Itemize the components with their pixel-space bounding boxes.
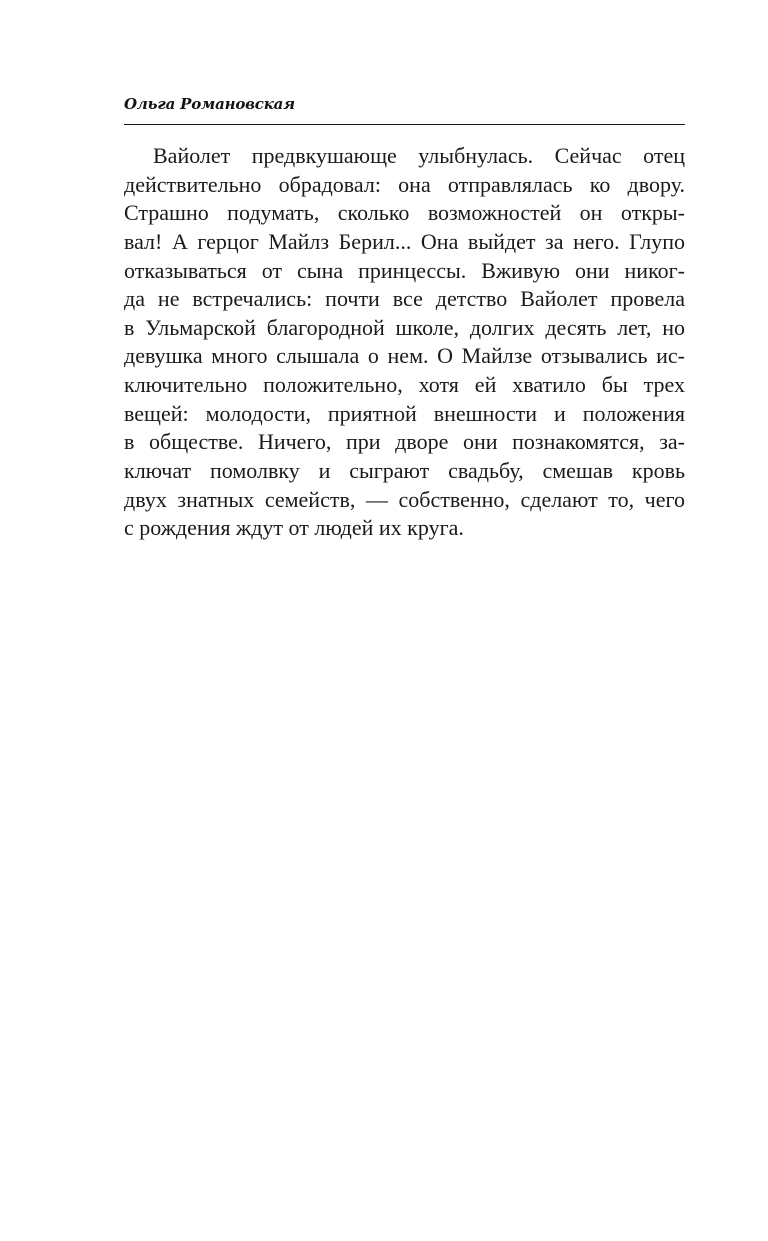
text-line: Страшно подумать, сколько возможностей он откры- — [124, 200, 685, 226]
text-line: вал! А герцог Майлз Берил... Она выйдет за него. Глупо — [124, 228, 685, 254]
text-line: действительно обрадовал: она отправлялась ко двору. — [124, 171, 685, 197]
text-line: вещей: молодости, приятной внешности и положения — [124, 400, 685, 426]
text-line: отказываться от сына принцессы. Вживую они никог- — [124, 257, 685, 283]
body-paragraph — [124, 142, 685, 543]
text-line: в обществе. Ничего, при дворе они познакомятся, за- — [124, 429, 685, 455]
text-line: с рождения ждут от людей их круга. — [124, 515, 464, 541]
text-line: да не встречались: почти все детство Вайолет провела — [124, 286, 685, 312]
text-line: Вайолет предвкушающе улыбнулась. Сейчас отец — [153, 143, 685, 168]
text-line: в Ульмарской благородной школе, долгих десять лет, но — [124, 314, 685, 340]
running-head — [124, 94, 685, 125]
text-line: ключат помолвку и сыграют свадьбу, смешав кровь — [124, 458, 685, 484]
text-line: ключительно положительно, хотя ей хватило бы трех — [124, 372, 685, 398]
author-name: Ольга Романовская — [124, 95, 295, 113]
text-line: двух знатных семейств, — собственно, сделают то, чего — [124, 486, 685, 512]
text-line: девушка много слышала о нем. О Майлзе отзывались ис- — [124, 343, 685, 369]
